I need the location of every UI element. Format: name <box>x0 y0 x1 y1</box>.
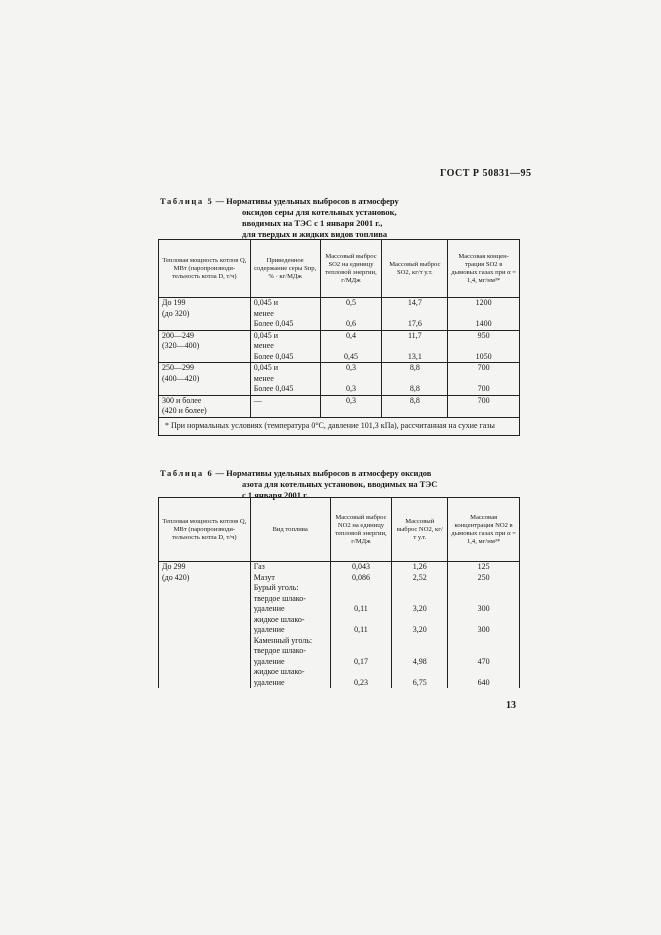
capacity-cell: До 299 (до 420) <box>159 562 251 689</box>
table5-footnote-row <box>159 417 520 435</box>
emission-gmj-cell: 0,043 0,086 0,11 0,11 0,17 0,23 <box>330 562 392 689</box>
column-header: Массовый выброс NO2 на единицу тепловой энергии, г/МДж <box>330 498 392 562</box>
emission-gmj-cell: 0,4 0,45 <box>320 330 382 363</box>
table6 <box>158 497 520 688</box>
table-row <box>159 562 520 689</box>
sulfur-cell: 0,045 и менее Более 0,045 <box>250 330 320 363</box>
column-header: Массовый выброс NO2, кг/т у.т. <box>392 498 448 562</box>
table5-footnote: * При нормальных условиях (температура 0°С, давление 101,3 кПа), рассчитанная на сухие газы <box>159 417 520 435</box>
column-header: Приведенное содержание серы Sпр, % · кг/МДж <box>250 240 320 298</box>
column-header: Вид топлива <box>250 498 330 562</box>
emission-gmj-cell: 0,3 <box>320 395 382 417</box>
concentration-cell: 950 1050 <box>448 330 520 363</box>
table6-title-line: — Нормативы удельных выбросов в атмосферу оксидов <box>215 468 432 478</box>
concentration-cell: 1200 1400 <box>448 298 520 331</box>
emission-kgt-cell: 14,7 17,6 <box>382 298 448 331</box>
sulfur-cell: 0,045 и менее Более 0,045 <box>250 298 320 331</box>
emission-kgt-cell: 8,8 <box>382 395 448 417</box>
fuel-cell: Газ Мазут Бурый уголь: твердое шлако- удаление жидкое шлако- удаление Каменный уголь: твердое шлако- удаление жидкое шлако- удаление <box>250 562 330 689</box>
table5-title-line: оксидов серы для котельных установок, <box>242 207 397 217</box>
table6-label: Таблица 6 <box>160 468 214 478</box>
emission-gmj-cell: 0,3 0,3 <box>320 363 382 396</box>
emission-kgt-cell: 1,26 2,52 3,20 3,20 4,98 6,75 <box>392 562 448 689</box>
table5-title-line: вводимых на ТЭС с 1 января 2001 г., <box>242 218 383 228</box>
table5-caption <box>160 196 540 240</box>
table-row <box>159 298 520 331</box>
column-header: Массовая концен-трация SO2 в дымовых газах при α = 1,4, мг/нм³* <box>448 240 520 298</box>
table-row <box>159 363 520 396</box>
table6-header-row <box>159 498 520 562</box>
table-row <box>159 330 520 363</box>
capacity-cell: 300 и более (420 и более) <box>159 395 251 417</box>
sulfur-cell: 0,045 и менее Более 0,045 <box>250 363 320 396</box>
table5 <box>158 239 520 436</box>
column-header: Тепловая мощность котлов Q, МВт (паропроизводи-тельность котла D, т/ч) <box>159 498 251 562</box>
column-header: Массовый выброс SO2, кг/т у.т. <box>382 240 448 298</box>
table5-header-row <box>159 240 520 298</box>
sulfur-cell: — <box>250 395 320 417</box>
concentration-cell: 125 250 300 300 470 640 <box>448 562 520 689</box>
standard-header: ГОСТ Р 50831—95 <box>440 168 532 179</box>
concentration-cell: 700 <box>448 395 520 417</box>
table-row <box>159 395 520 417</box>
table6-title-line: с 1 января 2001 г. <box>242 490 309 500</box>
table5-title-line: для твердых и жидких видов топлива <box>242 229 388 239</box>
emission-gmj-cell: 0,5 0,6 <box>320 298 382 331</box>
table5-label: Таблица 5 <box>160 196 214 206</box>
page-number: 13 <box>506 700 516 711</box>
emission-kgt-cell: 8,8 8,8 <box>382 363 448 396</box>
column-header: Тепловая мощность котлов Q, МВт (паропроизводи-тельность котла D, т/ч) <box>159 240 251 298</box>
table6-title-line: азота для котельных установок, вводимых на ТЭС <box>242 479 438 489</box>
table5-title-line: — Нормативы удельных выбросов в атмосферу <box>215 196 399 206</box>
capacity-cell: До 199 (до 320) <box>159 298 251 331</box>
capacity-cell: 200—249 (320—400) <box>159 330 251 363</box>
capacity-cell: 250—299 (400—420) <box>159 363 251 396</box>
emission-kgt-cell: 11,7 13,1 <box>382 330 448 363</box>
column-header: Массовая концентрация NO2 в дымовых газах при α = 1,4, мг/нм³* <box>448 498 520 562</box>
column-header: Массовый выброс SO2 на единицу тепловой энергии, г/МДж <box>320 240 382 298</box>
concentration-cell: 700 700 <box>448 363 520 396</box>
